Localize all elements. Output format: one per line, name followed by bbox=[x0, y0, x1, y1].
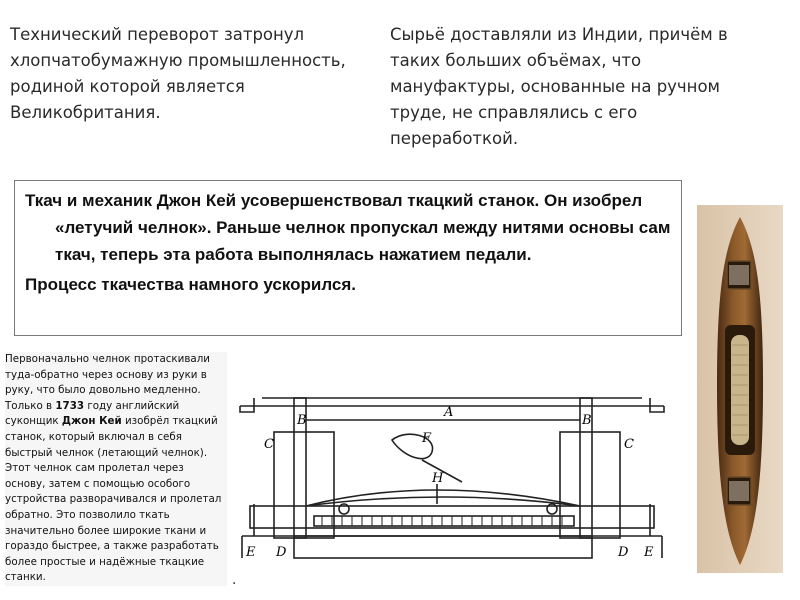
label-b-right: B bbox=[582, 413, 592, 428]
side-note-year: 1733 bbox=[55, 399, 85, 412]
left-paragraph: Технический переворот затронул хлопчатобумажную промышленность, родиной которой является Великобритания. bbox=[10, 25, 346, 122]
flying-shuttle-photo bbox=[697, 205, 783, 573]
label-d-left: D bbox=[276, 545, 287, 560]
stray-dot: . bbox=[232, 572, 237, 588]
loom-diagram bbox=[232, 376, 672, 566]
label-c-left: C bbox=[264, 437, 274, 452]
highlight-box bbox=[14, 180, 682, 336]
side-note-part-1: Первоначально челнок протаскивали туда-обратно через основу из руки в руку, что было довольно медленно. Только в bbox=[5, 353, 210, 412]
label-c-right: C bbox=[624, 437, 634, 452]
box-paragraph-2: Процесс ткачества намного ускорился. bbox=[25, 275, 357, 294]
side-note bbox=[5, 352, 227, 586]
label-e-right: E bbox=[644, 545, 654, 560]
label-d-right: D bbox=[618, 545, 629, 560]
label-f: F bbox=[422, 431, 432, 446]
box-paragraph-1: Ткач и механик Джон Кей усовершенствовал ткацкий станок. Он изобрел «летучий челнок». Раньше челнок пропускал между нитями основы сам ткач, теперь эта работа выполнялась нажатием педали. bbox=[25, 191, 671, 264]
side-note-name: Джон Кей bbox=[61, 415, 122, 428]
side-note-part-2: году английский суконщик bbox=[5, 399, 180, 428]
label-a: A bbox=[444, 405, 454, 420]
label-h: H bbox=[432, 471, 444, 486]
label-b-left: B bbox=[297, 413, 307, 428]
right-paragraph: Сырьё доставляли из Индии, причём в таких больших объёмах, что мануфактуры, основанные на ручном труде, не справлялись с его переработкой. bbox=[390, 25, 728, 148]
label-e-left: E bbox=[246, 545, 256, 560]
side-note-part-3: изобрёл ткацкий станок, который включал в себя быстрый челнок (летающий челнок). Этот челнок сам пролетал через основу, затем с помощью особого устройства разворачивался и пролетал обратно. Это позволило ткать значительно более широкие ткани и гораздо быстрее, а также разработать более простые и надёжные ткацкие станки. bbox=[5, 415, 222, 584]
